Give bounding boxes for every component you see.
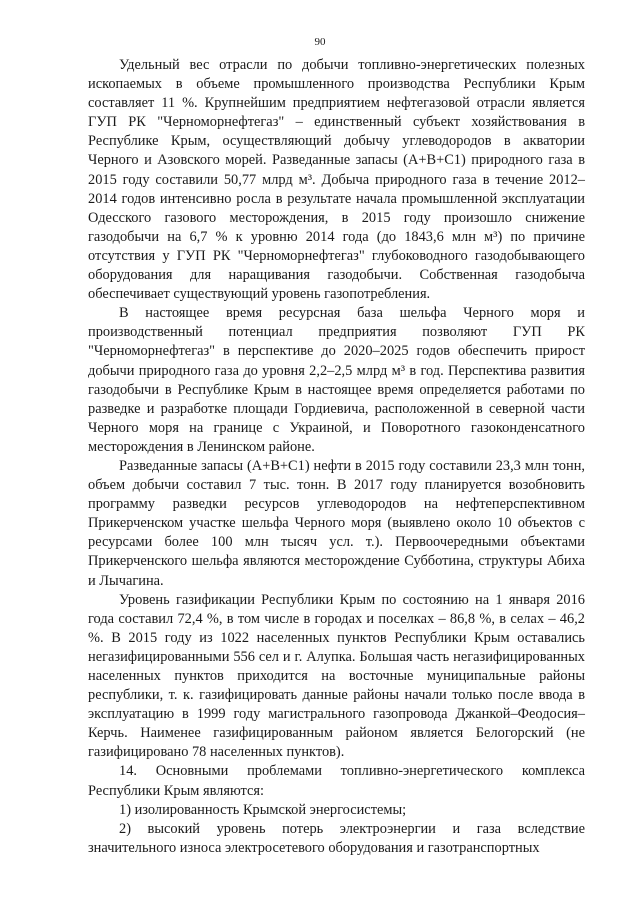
list-item-2: 2) высокий уровень потерь электроэнергии и газа вследствие значительного износа электросетевого оборудования и газотранспортных <box>88 820 585 856</box>
paragraph-gasification: Уровень газификации Республики Крым по состоянию на 1 января 2016 года составил 72,4 %, в том числе в городах и поселках – 86,8 %, в селах – 46,2 %. В 2015 году из 1022 населенных пунктов Республики Крым оставались негазифицированными 556 сел и г. Алупка. Большая часть негазифицированных населенных пунктов приходится на восточные муниципальные районы республики, т. к. газифицировать данные районы начали только после ввода в эксплуатацию в 1999 году магистрального газопровода Джанкой–Феодосия–Керчь. Наименее газифицированным районом является Белогорский (не газифицировано 78 населенных пунктов). <box>88 591 585 761</box>
page-number: 90 <box>314 36 326 48</box>
paragraph-oil-reserves: Разведанные запасы (А+В+С1) нефти в 2015 году составили 23,3 млн тонн, объем добычи составил 7 тыс. тонн. В 2017 году планируется возобновить программу разведки ресурсов углеводородов на нефтеперспективном Прикерченском участке шельфа Черного моря (выявлено около 10 объектов с ресурсами более 100 млн тысяч усл. т.). Первоочередными объектами Прикерченского шельфа являются месторождение Субботина, структуры Абиха и Лычагина. <box>88 457 585 589</box>
paragraph-problems-heading: 14. Основными проблемами топливно-энергетического комплекса Республики Крым являются: <box>88 763 585 799</box>
document-body <box>88 56 585 858</box>
paragraph-fuel-industry: Удельный вес отрасли по добычи топливно-энергетических полезных ископаемых в объеме промышленного производства Республики Крым составляет 11 %. Крупнейшим предприятием нефтегазовой отрасли является ГУП РК "Черноморнефтегаз" – единственный субъект хозяйствования в Республике Крым, осуществляющий добычу углеводородов в акватории Черного и Азовского морей. Разведанные запасы (А+В+С1) природного газа в 2015 году составили 50,77 млрд м³. Добыча природного газа в течение 2012–2014 годов интенсивно росла в результате начала промышленной эксплуатации Одесского газового месторождения, в 2015 году произошло снижение газодобычи на 6,7 % к уровню 2014 года (до 1843,6 млн м³) по причине отсутствия у ГУП РК "Черноморнефтегаз" глубоководного газодобывающего оборудования для наращивания газодобычи. Собственная газодобыча обеспечивает существующий уровень газопотребления. <box>88 57 585 303</box>
paragraph-gas-prospects: В настоящее время ресурсная база шельфа Черного моря и производственный потенциал предприятия позволяют ГУП РК "Черноморнефтегаз" в перспективе до 2020–2025 годов обеспечить прирост добычи природного газа до уровня 2,2–2,5 млрд м³ в год. Перспектива развития газодобычи в Республике Крым в настоящее время определяется работами по разведке и разработке площади Гордиевича, расположенной в северной части Черного моря на границе с Украиной, и Поворотного газоконденсатного месторождения в Ленинском районе. <box>88 305 585 455</box>
list-item-1: 1) изолированность Крымской энергосистемы; <box>119 801 407 818</box>
